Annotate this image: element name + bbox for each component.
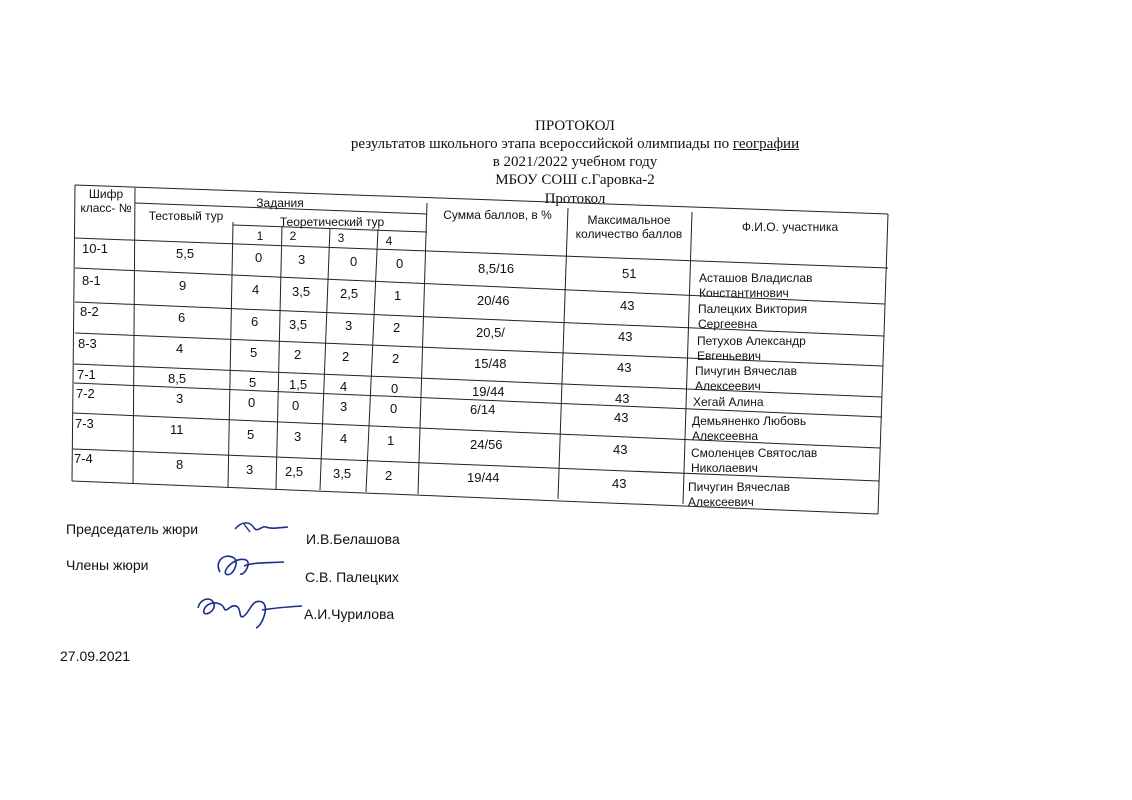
chair-name: И.В.Белашова (306, 531, 400, 547)
row-2-task-1: 4 (252, 282, 260, 297)
row-4-code: 8-3 (78, 336, 97, 351)
row-3-test: 6 (178, 310, 186, 325)
row-5-task-3: 4 (340, 379, 348, 394)
school-name: МБОУ СОШ с.Гаровка-2 (495, 172, 655, 188)
row-5-test: 8,5 (168, 371, 187, 386)
header-tasks: Задания (256, 196, 304, 210)
row-5-task-1: 5 (249, 375, 257, 390)
row-7-sum: 24/56 (470, 437, 503, 452)
row-7-task-3: 4 (340, 431, 348, 446)
row-8-sum: 19/44 (467, 470, 500, 485)
row-2-sum: 20/46 (477, 293, 510, 308)
row-5-task-4: 0 (391, 381, 399, 396)
row-1-sum: 8,5/16 (478, 261, 515, 276)
row-6-code: 7-2 (76, 386, 95, 401)
row-3-task-3: 3 (345, 318, 353, 333)
row-5-code: 7-1 (77, 367, 96, 382)
row-4-name: Пичугин Вячеслав Алексеевич (695, 364, 797, 393)
subtitle-prefix: результатов школьного этапа всероссийской олимпиады по (350, 136, 733, 152)
row-5-sum: 19/44 (472, 384, 505, 399)
header-name: Ф.И.О. участника (741, 220, 839, 234)
header-task-1: 1 (256, 229, 264, 243)
row-6-task-3: 3 (340, 399, 348, 414)
row-3-name: Петухов Александр Евгеньевич (697, 334, 806, 363)
row-3-task-4: 2 (393, 320, 401, 335)
row-1-task-2: 3 (298, 252, 306, 267)
row-7-task-2: 3 (294, 429, 302, 444)
subject-name: географии (732, 136, 800, 152)
school-year: в 2021/2022 учебном году (492, 154, 658, 170)
row-3-max: 43 (618, 329, 633, 344)
row-1-name: Асташов Владислав Константинович (699, 271, 813, 300)
row-3-task-1: 6 (251, 314, 259, 329)
row-2-task-2: 3,5 (292, 284, 311, 299)
row-1-task-3: 0 (350, 254, 358, 269)
header-theory-round: Теоретический тур (279, 215, 385, 229)
header-test-round: Тестовый тур (148, 209, 224, 223)
row-4-max: 43 (617, 360, 632, 375)
row-6-task-2: 0 (292, 398, 300, 413)
row-3-task-2: 3,5 (289, 317, 308, 332)
row-6-sum: 6/14 (470, 402, 496, 417)
row-5-task-2: 1,5 (289, 377, 308, 392)
row-7-task-1: 5 (247, 427, 255, 442)
row-7-task-4: 1 (387, 433, 395, 448)
row-4-task-3: 2 (342, 349, 350, 364)
row-7-test: 11 (170, 422, 184, 437)
row-2-task-3: 2,5 (340, 286, 359, 301)
row-2-test: 9 (179, 278, 187, 293)
row-4-task-4: 2 (392, 351, 400, 366)
row-6-task-4: 0 (390, 401, 398, 416)
row-8-name: Пичугин Вячеслав Алексеевич (688, 480, 790, 509)
row-4-task-2: 2 (294, 347, 302, 362)
row-8-code: 7-4 (74, 451, 93, 466)
members-label: Члены жюри (66, 557, 149, 573)
row-6-name: Демьяненко Любовь Алексеевна (692, 414, 807, 443)
row-3-code: 8-2 (80, 304, 99, 319)
protocol-title: ПРОТОКОЛ (535, 118, 615, 134)
chair-signature (232, 515, 292, 540)
row-1-max: 51 (622, 266, 637, 281)
row-5-name: Хегай Алина (693, 395, 764, 409)
row-8-max: 43 (612, 476, 627, 491)
row-8-task-2: 2,5 (285, 464, 304, 479)
row-4-sum: 15/48 (474, 356, 507, 371)
row-8-task-3: 3,5 (333, 466, 352, 481)
row-2-name: Палецких Виктория Сергеевна (698, 302, 808, 331)
member2-signature (190, 590, 310, 632)
row-7-name: Смоленцев Святослав Николаевич (691, 446, 818, 475)
row-6-max: 43 (614, 410, 629, 425)
row-7-max: 43 (613, 442, 628, 457)
row-6-task-1: 0 (248, 395, 256, 410)
row-2-task-4: 1 (394, 288, 402, 303)
row-1-task-4: 0 (396, 256, 404, 271)
row-1-task-1: 0 (255, 250, 263, 265)
row-7-code: 7-3 (75, 416, 94, 431)
row-2-max: 43 (620, 298, 635, 313)
row-6-test: 3 (176, 391, 184, 406)
member1-signature (210, 548, 290, 584)
protocol-label: Протокол (544, 191, 606, 207)
header-max: Максимальное количество баллов (575, 213, 683, 241)
document-date: 27.09.2021 (60, 648, 131, 664)
member1-name: С.В. Палецких (305, 569, 399, 585)
chair-label: Председатель жюри (66, 521, 199, 537)
header-task-2: 2 (289, 229, 297, 243)
header-task-3: 3 (337, 231, 345, 245)
row-8-task-1: 3 (246, 462, 254, 477)
header-sum: Сумма баллов, в % (443, 208, 552, 222)
header-code: Шифр класс- № (80, 187, 132, 215)
header-task-4: 4 (385, 234, 393, 248)
row-8-test: 8 (176, 457, 184, 472)
row-1-test: 5,5 (176, 246, 195, 261)
member2-name: А.И.Чурилова (304, 606, 395, 622)
row-5-max: 43 (615, 391, 630, 406)
row-4-test: 4 (176, 341, 184, 356)
row-8-task-4: 2 (385, 468, 393, 483)
row-3-sum: 20,5/ (476, 325, 505, 340)
row-2-code: 8-1 (82, 273, 101, 288)
row-4-task-1: 5 (250, 345, 258, 360)
row-1-code: 10-1 (82, 241, 109, 256)
